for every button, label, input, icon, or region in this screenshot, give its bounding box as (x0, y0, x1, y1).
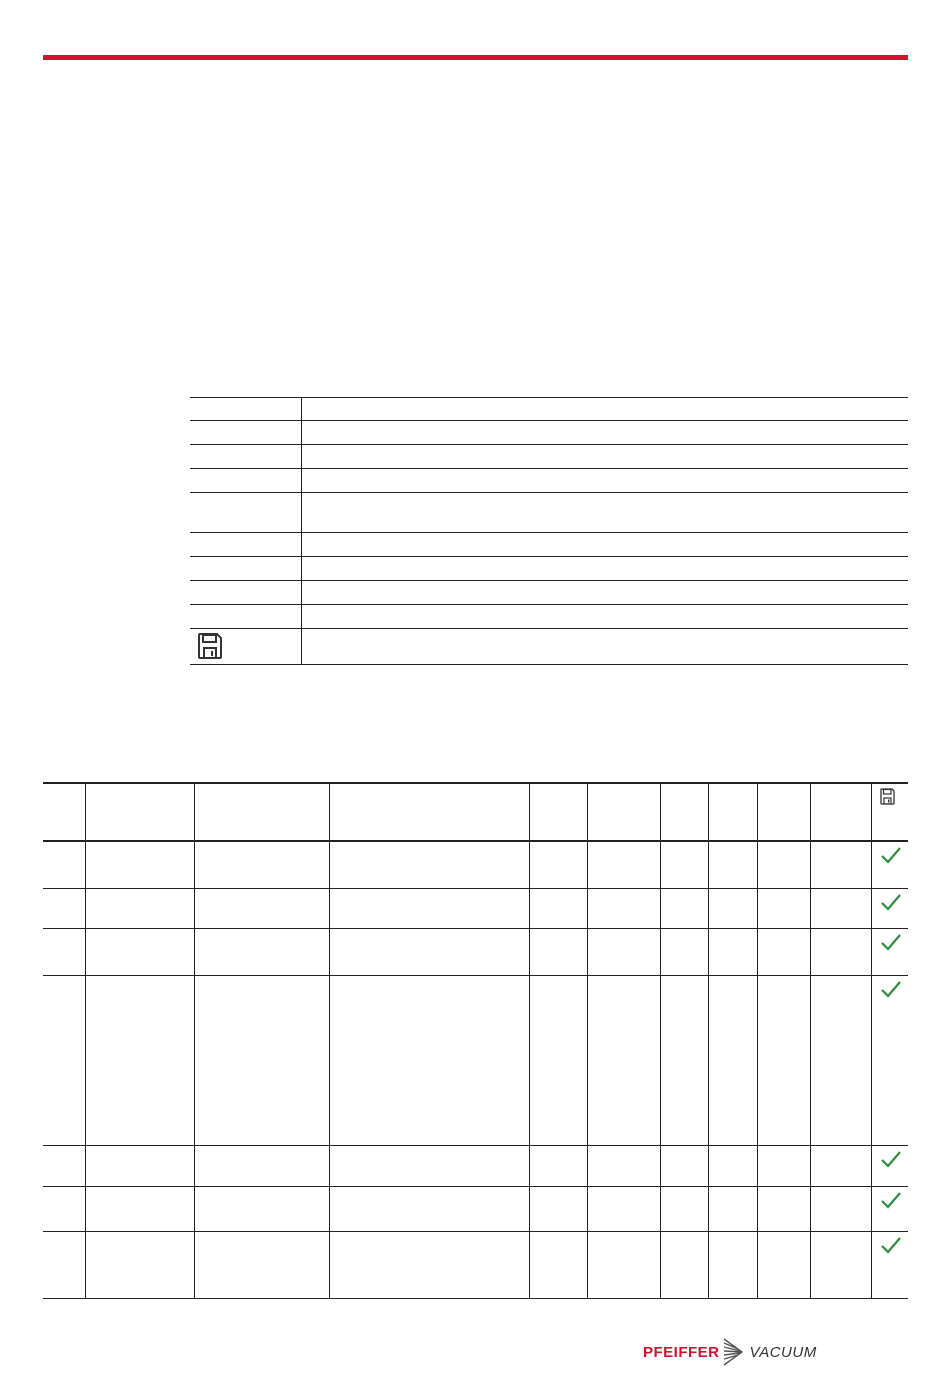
table-row (43, 929, 908, 976)
company-logo (643, 1336, 817, 1368)
legend-row (190, 469, 908, 493)
table-header (43, 782, 908, 842)
check-icon (880, 893, 902, 911)
floppy-disk-icon (880, 788, 895, 805)
table-row (43, 976, 908, 1146)
parameter-table (43, 782, 908, 1299)
legend-row (190, 557, 908, 581)
check-icon (880, 1191, 902, 1209)
legend-row (190, 445, 908, 469)
table-row (43, 1146, 908, 1187)
check-icon (880, 846, 902, 864)
legend-row (190, 397, 908, 421)
floppy-disk-icon (198, 633, 222, 659)
table-row (43, 1232, 908, 1299)
check-icon (880, 1236, 902, 1254)
header-accent-bar (43, 55, 908, 60)
legend-row (190, 605, 908, 629)
table-row (43, 889, 908, 929)
legend-row (190, 533, 908, 557)
check-icon (880, 933, 902, 951)
legend-row (190, 493, 908, 533)
check-icon (880, 1150, 902, 1168)
logo-brand-text: PFEIFFER (643, 1343, 720, 1361)
legend-table (190, 397, 908, 665)
table-row (43, 842, 908, 889)
logo-wave-icon (722, 1337, 744, 1367)
check-icon (880, 980, 902, 998)
table-row (43, 1187, 908, 1232)
logo-sub-text: VACUUM (749, 1343, 817, 1361)
legend-row (190, 421, 908, 445)
legend-row (190, 629, 908, 665)
legend-row (190, 581, 908, 605)
